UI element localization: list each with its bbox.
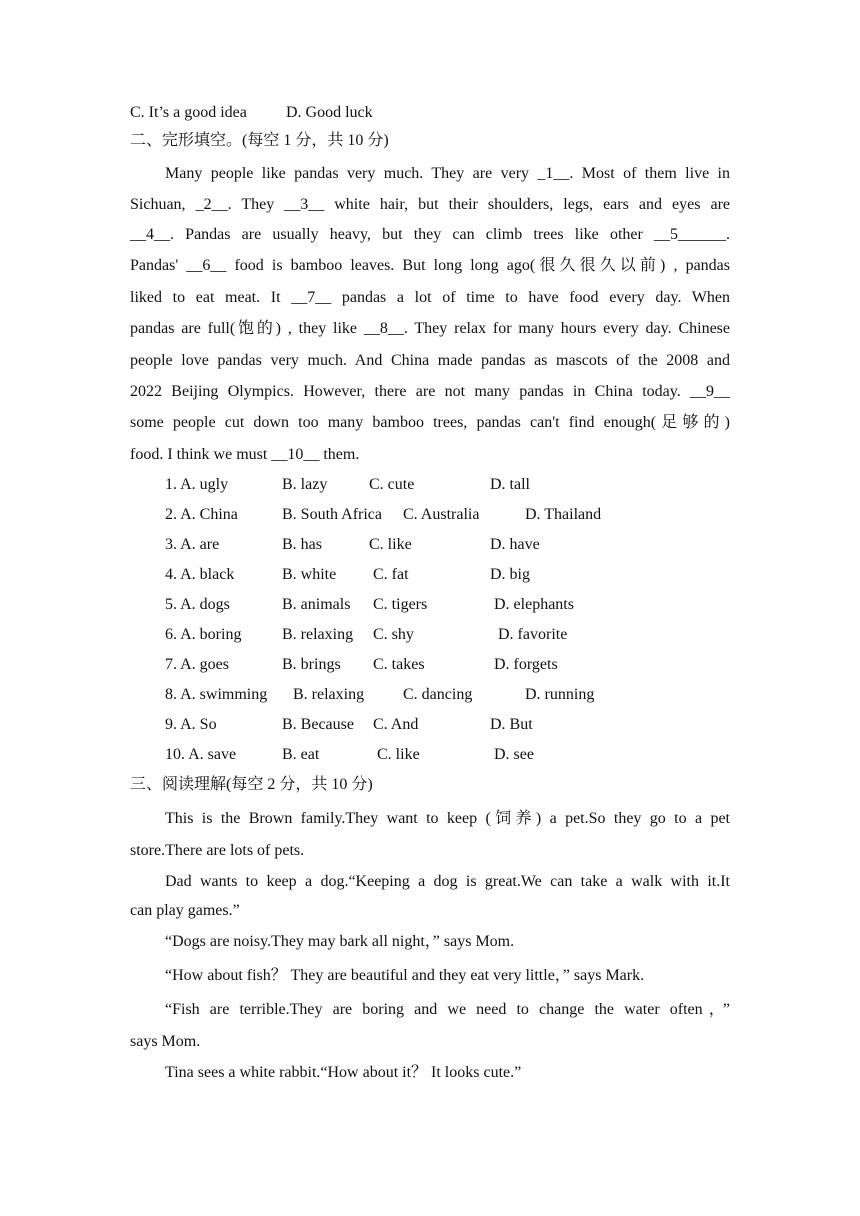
option-b: B. relaxing <box>293 686 365 703</box>
option-b: B. brings <box>282 656 341 673</box>
reading-line: This is the Brown family.They want to keep (饲养) a pet.So they go to a pet <box>165 810 730 827</box>
option-a: 4. A. black <box>165 566 235 583</box>
option-c: C. tigers <box>373 596 428 613</box>
passage-line: liked to eat meat. It __7__ pandas a lot of time to have food every day. When <box>130 289 730 306</box>
reading-line: Dad wants to keep a dog.“Keeping a dog is great.We can take a walk with it.It <box>165 873 730 890</box>
option-d: D. big <box>490 566 530 583</box>
option-d: D. Thailand <box>525 506 602 523</box>
reading-line: “Fish are terrible.They are boring and we need to change the water often，” <box>165 1001 730 1018</box>
reading-line: can play games.” <box>130 902 240 919</box>
passage-line: Pandas' __6__ food is bamboo leaves. But long long ago(很久很久以前) , pandas <box>130 257 730 274</box>
option-d: D. elephants <box>494 596 574 613</box>
top-option-c: C. It’s a good idea <box>130 104 247 121</box>
passage-line: Many people like pandas very much. They are very _1__. Most of them live in <box>165 165 730 182</box>
passage-line: 2022 Beijing Olympics. However, there are not many pandas in China today. __9__ <box>130 383 730 400</box>
passage-line: __4__. Pandas are usually heavy, but they can climb trees like other __5______. <box>130 226 730 243</box>
option-b: B. eat <box>282 746 320 763</box>
option-a: 9. A. So <box>165 716 217 733</box>
reading-line: “Dogs are noisy.They may bark all night，” says Mom. <box>165 933 515 950</box>
option-a: 5. A. dogs <box>165 596 230 613</box>
option-a: 1. A. ugly <box>165 476 229 493</box>
section3-heading: 三、阅读理解(每空 2 分，共 10 分) <box>130 776 373 793</box>
option-b: B. Because <box>282 716 354 733</box>
option-d: D. But <box>490 716 533 733</box>
option-d: D. favorite <box>498 626 568 643</box>
option-d: D. running <box>525 686 595 703</box>
section2-heading: 二、完形填空。(每空 1 分，共 10 分) <box>130 132 389 149</box>
option-d: D. forgets <box>494 656 558 673</box>
option-a: 6. A. boring <box>165 626 242 643</box>
option-c: C. And <box>373 716 419 733</box>
reading-line: Tina sees a white rabbit.“How about it？ It looks cute.” <box>165 1064 522 1081</box>
option-c: C. takes <box>373 656 425 673</box>
passage-line: food. I think we must __10__ them. <box>130 446 360 463</box>
option-a: 2. A. China <box>165 506 238 523</box>
passage-line: pandas are full(饱的) , they like __8__. They relax for many hours every day. Chinese <box>130 320 730 337</box>
option-c: C. shy <box>373 626 414 643</box>
option-b: B. lazy <box>282 476 328 493</box>
passage-line: some people cut down too many bamboo trees, pandas can't find enough(足够的) <box>130 414 730 431</box>
option-a: 8. A. swimming <box>165 686 268 703</box>
option-d: D. tall <box>490 476 530 493</box>
option-a: 10. A. save <box>165 746 237 763</box>
reading-line: says Mom. <box>130 1033 201 1050</box>
option-b: B. animals <box>282 596 351 613</box>
passage-line: Sichuan, _2__. They __3__ white hair, but their shoulders, legs, ears and eyes are <box>130 196 730 213</box>
option-c: C. dancing <box>403 686 473 703</box>
passage-line: people love pandas very much. And China made pandas as mascots of the 2008 and <box>130 352 730 369</box>
option-c: C. like <box>377 746 420 763</box>
option-c: C. cute <box>369 476 415 493</box>
option-c: C. Australia <box>403 506 480 523</box>
option-c: C. fat <box>373 566 409 583</box>
option-c: C. like <box>369 536 412 553</box>
option-b: B. relaxing <box>282 626 354 643</box>
option-b: B. white <box>282 566 337 583</box>
option-a: 7. A. goes <box>165 656 229 673</box>
reading-line: store.There are lots of pets. <box>130 842 305 859</box>
option-b: B. has <box>282 536 322 553</box>
option-a: 3. A. are <box>165 536 220 553</box>
option-b: B. South Africa <box>282 506 382 523</box>
top-option-d: D. Good luck <box>286 104 373 121</box>
option-d: D. have <box>490 536 540 553</box>
option-d: D. see <box>494 746 534 763</box>
reading-line: “How about fish？ They are beautiful and they eat very little，” says Mark. <box>165 967 645 984</box>
